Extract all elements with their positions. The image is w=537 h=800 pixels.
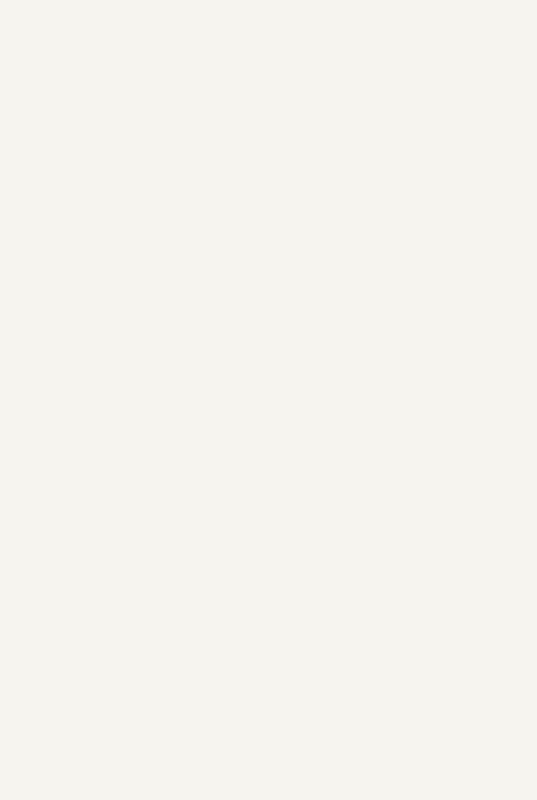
margin-note bbox=[32, 26, 178, 36]
side-section bbox=[32, 26, 510, 36]
side-paragraph bbox=[178, 26, 510, 36]
page-text bbox=[32, 26, 510, 36]
